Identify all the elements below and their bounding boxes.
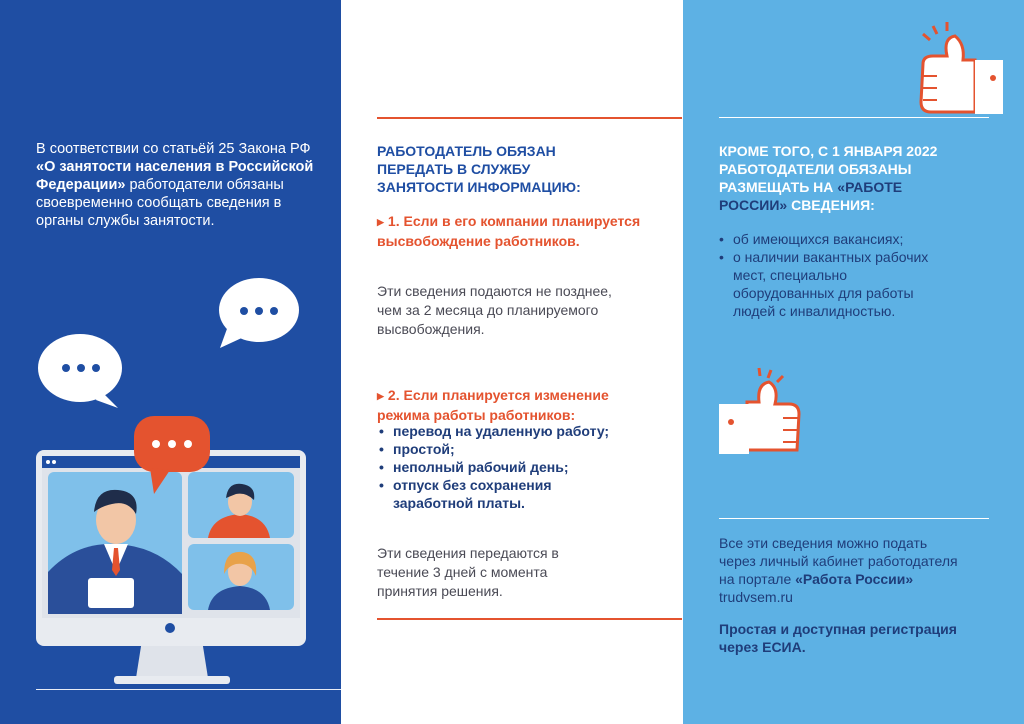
item1-text: Эти сведения подаются не позднее, чем за 2 месяца до планируемого высвобождения. [377, 283, 612, 337]
list-item: • о наличии вакантных рабочих мест, специально оборудованных для работы людей с инвалидностью. [719, 248, 949, 320]
speech-bubble-icon [132, 414, 212, 498]
list-item: • простой; [377, 440, 617, 458]
portal-text: Все эти сведения можно подать через личный кабинет работодателя на портале «Работа России» trudvsem.ru [719, 535, 958, 605]
divider [377, 618, 682, 620]
speech-bubble-icon [216, 276, 302, 352]
item2-title: ▶ 2. Если планируется изменение режима работы работников: [377, 387, 609, 423]
right-list [719, 230, 949, 320]
divider [377, 117, 682, 119]
item2-text: Эти сведения передаются в течение 3 дней с момента принятия решения. [377, 545, 559, 599]
divider [36, 689, 341, 690]
list-item: • об имеющихся вакансиях; [719, 230, 949, 248]
thumbs-up-icon [713, 366, 809, 458]
middle-heading: РАБОТОДАТЕЛЬ ОБЯЗАН ПЕРЕДАТЬ В СЛУЖБУ ЗАНЯТОСТИ ИНФОРМАЦИЮ: [377, 143, 581, 195]
speech-bubble-icon [36, 330, 126, 410]
list-item: • отпуск без сохранения заработной платы. [377, 476, 617, 512]
intro-text: В соответствии со статьёй 25 Закона РФ «О занятости населения в Российской Федерации» работодатели обязаны своевременно сообщать сведения в органы службы занятости. [36, 141, 314, 229]
left-panel [0, 0, 341, 724]
registration-text: Простая и доступная регистрация через ЕСИА. [719, 621, 957, 655]
list-item: • неполный рабочий день; [377, 458, 617, 476]
divider [719, 518, 989, 519]
right-heading: КРОМЕ ТОГО, С 1 ЯНВАРЯ 2022 РАБОТОДАТЕЛИ ОБЯЗАНЫ РАЗМЕЩАТЬ НА «РАБОТЕ РОССИИ» СВЕДЕНИЯ: [719, 143, 938, 213]
item1-title: ▶ 1. Если в его компании планируется высвобождение работников. [377, 213, 641, 249]
middle-panel [341, 0, 683, 724]
right-panel [683, 0, 1024, 724]
thumbs-up-icon [903, 20, 1007, 120]
list-item: • перевод на удаленную работу; [377, 422, 617, 440]
item2-list [377, 422, 617, 512]
divider [719, 117, 989, 118]
